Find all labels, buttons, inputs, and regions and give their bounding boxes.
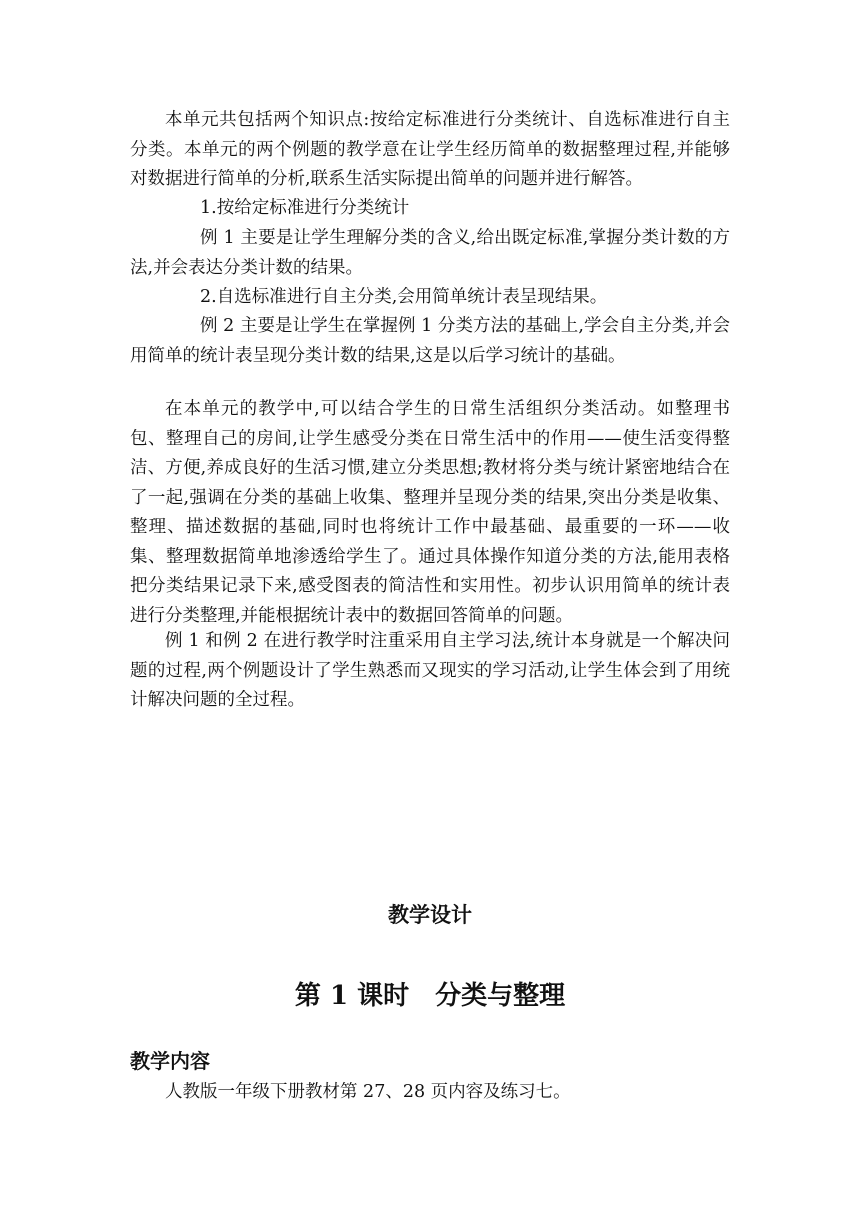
lesson-name: 分类与整理 (435, 981, 566, 1011)
knowledge-point-2-title: 2.自选标准进行自主分类,会用简单统计表呈现结果。 (200, 287, 608, 307)
lesson-title (0, 976, 860, 1016)
teaching-method-paragraph: 例 1 和例 2 在进行教学时注重采用自主学习法,统计本身就是一个解决问题的过程,两个例题设计了学生熟悉而又现实的学习活动,让学生体会到了用统计解决问题的全过程。 (130, 631, 730, 710)
knowledge-point-1-title: 1.按给定标准进行分类统计 (200, 198, 410, 218)
teaching-content-text: 人教版一年级下册教材第 27、28 页内容及练习七。 (165, 1082, 571, 1102)
lesson-number: 第 1 课时 (294, 981, 410, 1011)
teaching-suggestion-paragraph: 在本单元的教学中,可以结合学生的日常生活组织分类活动。如整理书包、整理自己的房间,让学生感受分类在日常生活中的作用——使生活变得整洁、方便,养成良好的生活习惯,建立分类思想;教材将分类与统计紧密地结合在了一起,强调在分类的基础上收集、整理并呈现分类的结果,突出分类是收集、整理、描述数据的基础,同时也将统计工作中最基础、最重要的一环——收集、整理数据简单地渗透给学生了。通过具体操作知道分类的方法,能用表格把分类结果记录下来,感受图表的简洁性和实用性。初步认识用简单的统计表进行分类整理,并能根据统计表中的数据回答简单的问题。 (130, 399, 730, 626)
knowledge-point-1-description: 例 1 主要是让学生理解分类的含义,给出既定标准,掌握分类计数的方法,并会表达分类计数的结果。 (130, 228, 730, 278)
teaching-content-label: 教学内容 (130, 1049, 210, 1073)
teaching-design-heading: 教学设计 (388, 903, 472, 927)
unit-intro-paragraph: 本单元共包括两个知识点:按给定标准进行分类统计、自选标准进行自主分类。本单元的两个例题的教学意在让学生经历简单的数据整理过程,并能够对数据进行简单的分析,联系生活实际提出简单的问题并进行解答。 (130, 110, 730, 189)
knowledge-point-2-description: 例 2 主要是让学生在掌握例 1 分类方法的基础上,学会自主分类,并会用简单的统计表呈现分类计数的结果,这是以后学习统计的基础。 (130, 316, 730, 366)
